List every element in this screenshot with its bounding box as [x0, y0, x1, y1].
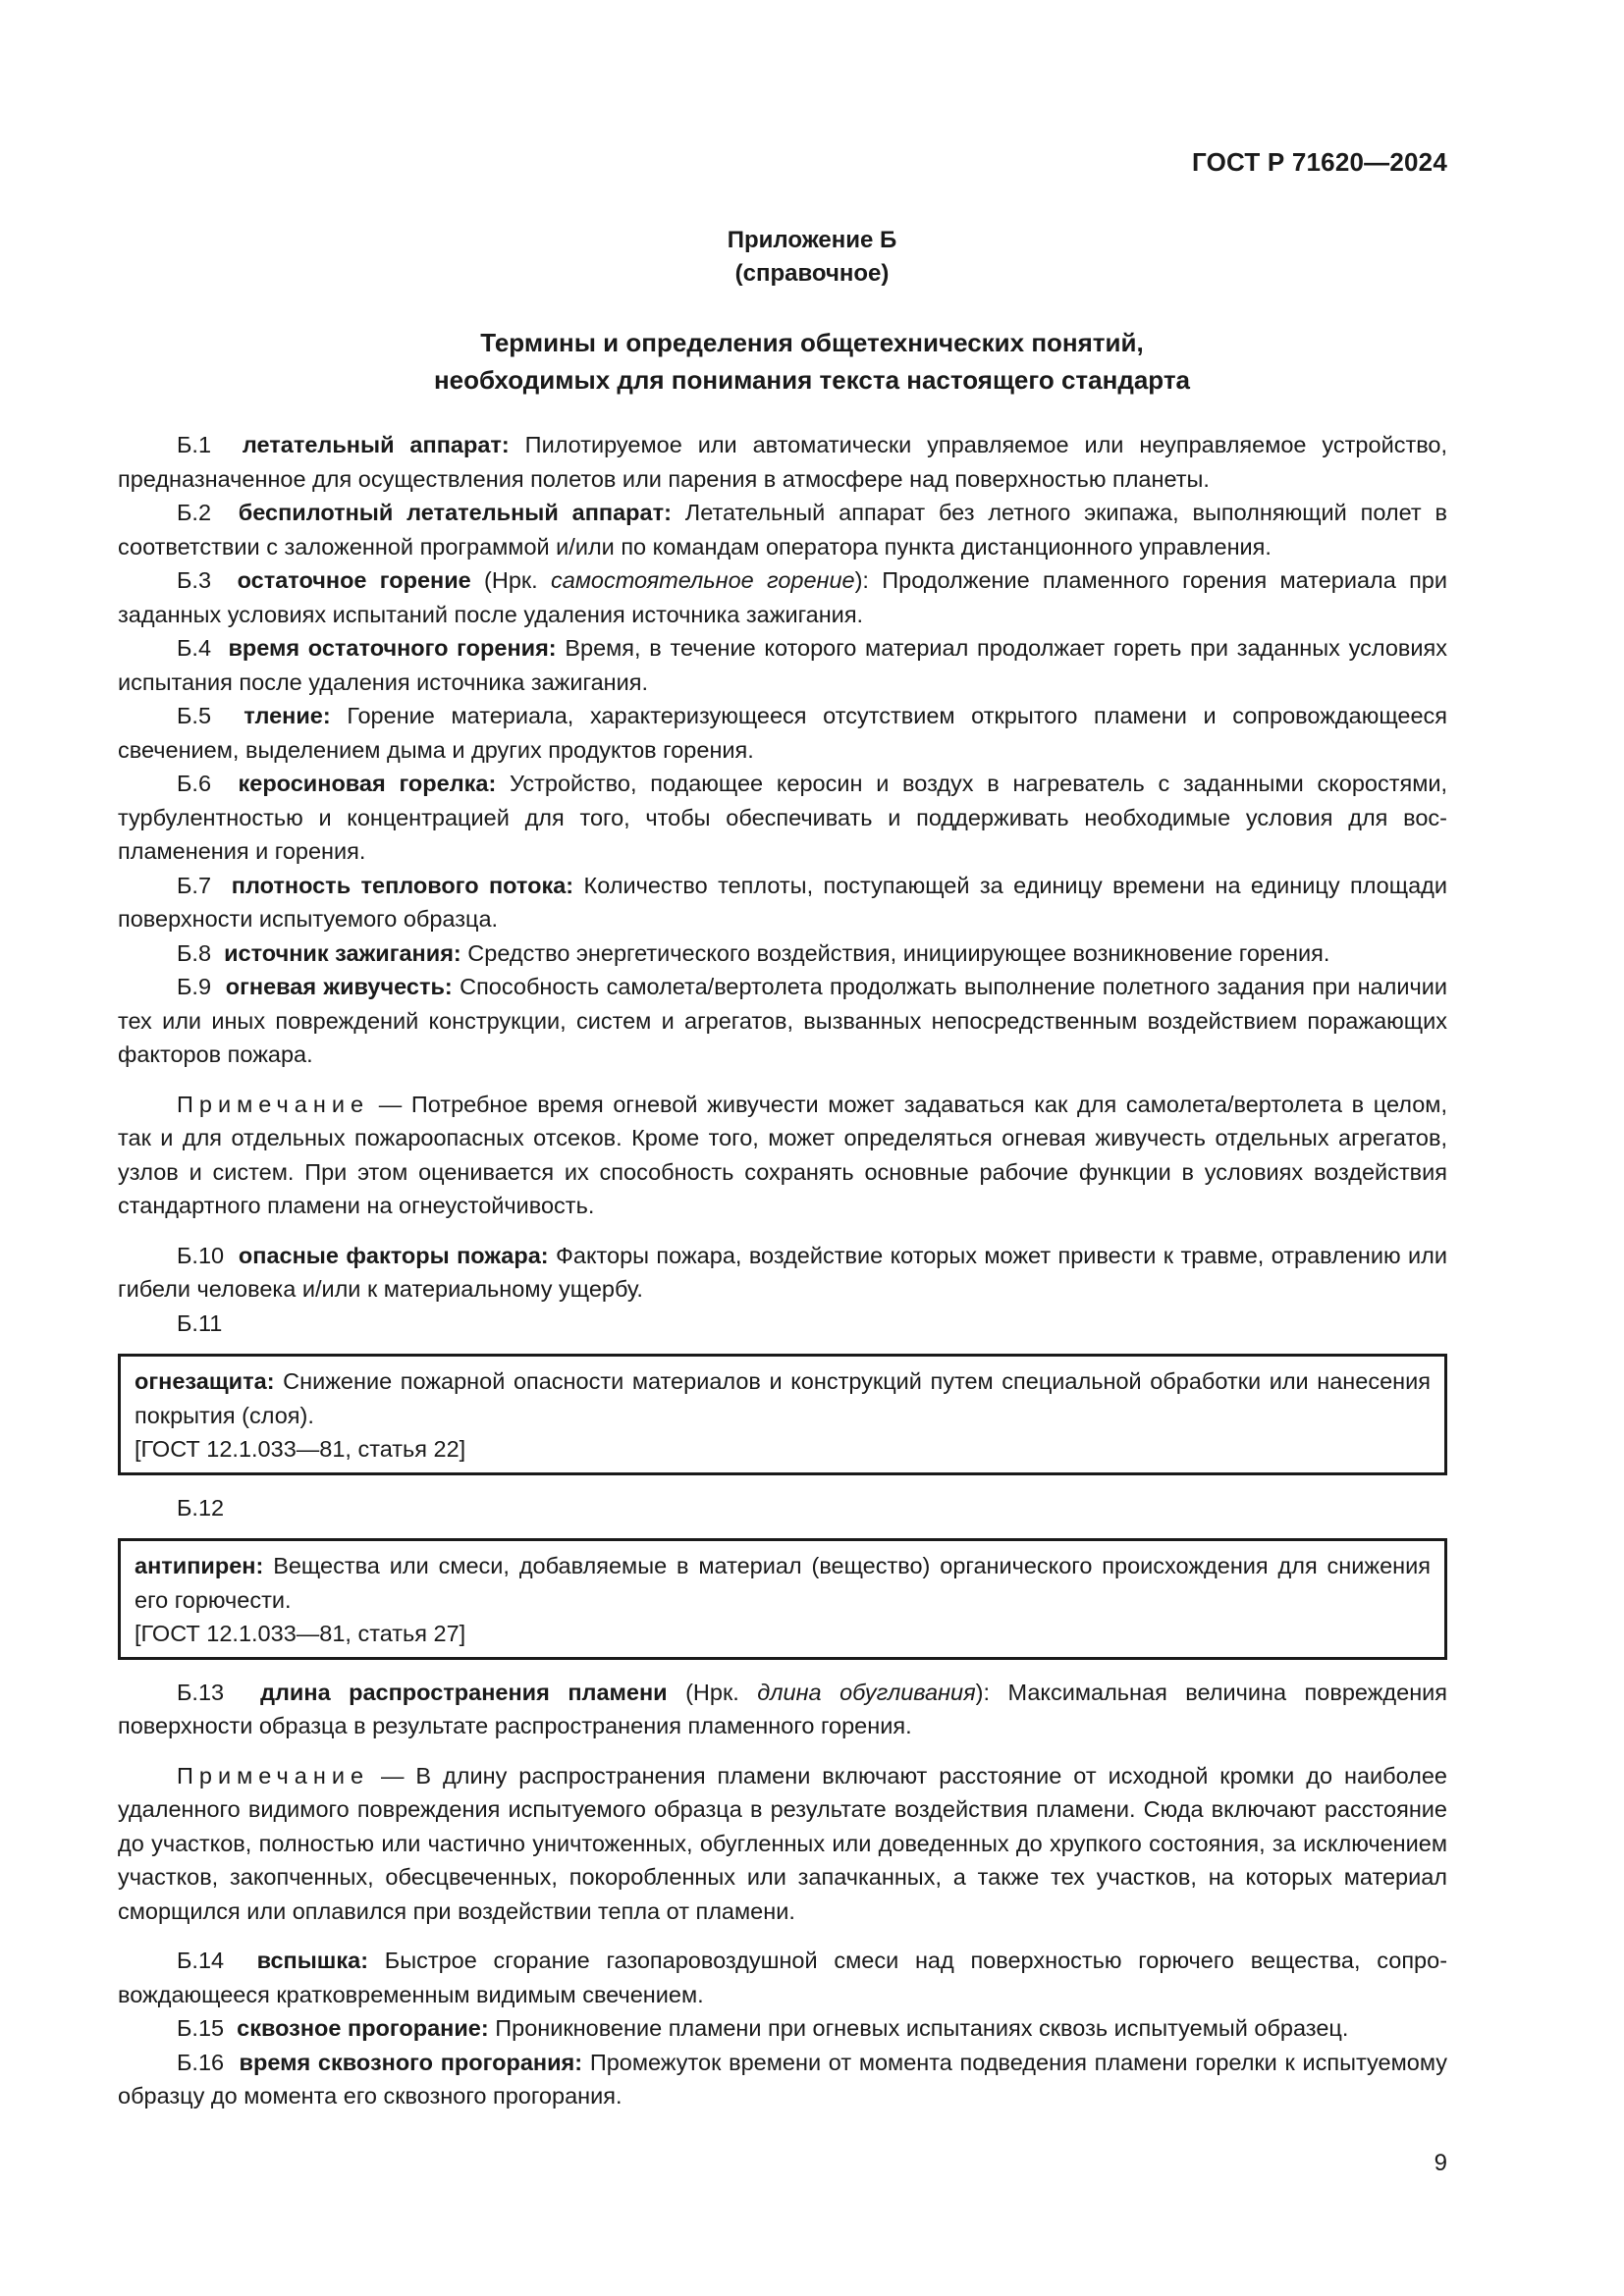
- quoted-term-box: [118, 1538, 1447, 1660]
- term-source: [ГОСТ 12.1.033—81, статья 27]: [135, 1621, 466, 1646]
- quoted-term-box: [118, 1354, 1447, 1475]
- term-entry: Б.3 остаточное горение (Нрк. самостоятельное горение): Продолжение пламенного горения материала при заданных условиях испытаний после удаления источника зажигания.: [118, 567, 1448, 627]
- term-definition: Максимальная величина повреждения поверхности образца в результате распространения пламенного горения.: [118, 1679, 1448, 1738]
- term-name: время сквозного прогорания:: [239, 2049, 583, 2075]
- term-definition: Проникновение пламени при огневых испытаниях сквозь испытуемый образец.: [495, 2015, 1349, 2041]
- term-entry: Б.7 плотность теплового потока: Количество теплоты, поступающей за единицу времени на единицу площади поверхности испытуемого образца.: [118, 872, 1447, 932]
- annex-title: Приложение Б: [727, 227, 897, 253]
- term-entry: Б.14 вспышка: Быстрое сгорание газопаровоздушной смеси над поверхностью горючего вещества, сопровождающееся кратковременным видимым свечением.: [118, 1948, 1448, 2007]
- page-number: 9: [1434, 2150, 1447, 2176]
- term-name: сквозное прогорание:: [237, 2015, 489, 2041]
- term-entry: Б.2 беспилотный летательный аппарат: Летательный аппарат без летного экипажа, выполняющий полет в соответствии с заложенной программой и/или по командам оператора пункта дистанционного управления.: [118, 500, 1448, 560]
- term-definition: Факторы пожара, воздействие которых может привести к травме, отравлению или гибели человека и/или к материальному ущербу.: [118, 1242, 1447, 1302]
- section-title: [0, 324, 1624, 399]
- deprecated-term: длина обугливания: [757, 1679, 976, 1705]
- annex-subtitle: (справочное): [734, 260, 890, 287]
- term-name: огневая живучесть:: [225, 974, 453, 999]
- term-entry: Б.8 источник зажигания: Средство энергетического воздействия, инициирующее возникновение горения.: [177, 939, 1330, 966]
- term-entry: Б.1 летательный аппарат: Пилотируемое или автоматически управляемое или неуправляемое устройство, предназначенное для осуществления полетов или парения в атмосфере над поверхностью планеты.: [118, 432, 1448, 492]
- annex-heading: [0, 224, 1624, 291]
- term-name: время остаточного горения:: [228, 635, 557, 661]
- note: [118, 1088, 1447, 1223]
- term-number: Б.12: [177, 1494, 225, 1521]
- term-definition: Промежуток времени от момента подведения пламени горелки к испытуемому образцу до момента его сквозного прогорания.: [118, 2049, 1448, 2109]
- term-entry: Б.6 керосиновая горелка: Устройство, подающее керосин и воздух в нагреватель с заданными скоростями, турбулентностью и концентрацией для того, чтобы обеспечивать и поддерживать необходимые условия для воспламенения и горения.: [118, 771, 1448, 864]
- term-definition: Горение материала, характеризующееся отсутствием открытого пламени и сопровождающееся свечением, выделением дыма и других продуктов горения.: [118, 703, 1448, 763]
- term-definition: Средство энергетического воздействия, инициирующее возникновение горения.: [467, 939, 1330, 966]
- term-entry: Б.13 длина распространения пламени (Нрк. длина обугливания): Максимальная величина повреждения поверхности образца в результате распространения пламенного горения.: [118, 1679, 1448, 1738]
- term-entry: Б.15 сквозное прогорание: Проникновение пламени при огневых испытаниях сквозь испытуемый образец.: [177, 2015, 1349, 2041]
- deprecated-term: самостоятельное горение: [551, 567, 855, 593]
- term-definition: Время, в течение которого материал продолжает гореть при заданных условиях испытания после удаления источника зажигания.: [118, 635, 1447, 695]
- note-label: Примечание: [177, 1762, 370, 1789]
- term-definition: Продолжение пламенного горения материала при заданных условиях испытаний после удаления источника зажигания.: [118, 567, 1448, 627]
- term-definition: Вещества или смеси, добавляемые в материал (вещество) органического происхождения для снижения его горючести.: [135, 1553, 1432, 1613]
- term-entry: [135, 1364, 1431, 1432]
- document-body: [118, 428, 1447, 2113]
- term-entry: Б.10 опасные факторы пожара: Факторы пожара, воздействие которых может привести к травме, отравлению или гибели человека и/или к материальному ущербу.: [118, 1242, 1447, 1302]
- term-entry: Б.4 время остаточного горения: Время, в течение которого материал продолжает гореть при заданных условиях испытания после удаления источника зажигания.: [118, 635, 1447, 695]
- term-name: вспышка:: [256, 1948, 369, 1973]
- note-text: — Потребное время огневой живучести может задаваться как для самолета/вертолета в целом, так и для отдельных пожароопасных отсеков. Кроме того, может определяться огневая живучесть отдельных агрегатов, узлов и систем. При этом оценивается их способность сохранять основные рабочие функции в условиях воздействия стандартного пламени на огнеустойчивость.: [118, 1091, 1447, 1218]
- term-definition: Пилотируемое или автоматически управляемое или неуправляемое устройство, предназначенное для осуществления полетов или парения в атмосфере над поверхностью планеты.: [118, 432, 1448, 492]
- note: [118, 1759, 1447, 1929]
- term-name: тление:: [244, 703, 331, 728]
- term-number: Б.11: [177, 1309, 223, 1336]
- term-entry: Б.16 время сквозного прогорания: Промежуток времени от момента подведения пламени горелки к испытуемому образцу до момента его сквозного прогорания.: [118, 2049, 1448, 2109]
- term-name: источник зажигания:: [224, 939, 461, 966]
- term-definition: Снижение пожарной опасности материалов и конструкций путем специальной обработки или нанесения покрытия (слоя).: [135, 1368, 1432, 1428]
- term-name: остаточное горение: [237, 567, 471, 593]
- note-label: Примечание: [177, 1091, 370, 1117]
- document-code: ГОСТ Р 71620—2024: [1192, 147, 1447, 177]
- section-title-line1: Термины и определения общетехнических понятий,: [480, 328, 1144, 357]
- term-definition: Быстрое сгорание газопаровоздушной смеси над поверхностью горючего вещества, сопровождающееся кратковременным видимым свечением.: [118, 1948, 1448, 2007]
- term-name: керосиновая горелка:: [238, 771, 497, 796]
- term-definition: Способность самолета/вертолета продолжать выполнение полетного задания при наличии тех или иных повреждений конструкции, систем и агрегатов, вызванных непосредственным воздействием поражающих факторов пожара.: [118, 974, 1447, 1067]
- term-entry: Б.9 огневая живучесть: Способность самолета/вертолета продолжать выполнение полетного задания при наличии тех или иных повреждений конструкции, систем и агрегатов, вызванных непосредственным воздействием поражающих факторов пожара.: [118, 974, 1447, 1067]
- term-name: опасные факторы пожара:: [238, 1242, 549, 1268]
- term-name: летательный аппарат:: [242, 432, 510, 457]
- term-name: огнезащита:: [135, 1368, 275, 1394]
- term-source: [ГОСТ 12.1.033—81, статья 22]: [135, 1436, 466, 1462]
- term-definition: Количество теплоты, поступающей за единицу времени на единицу площади поверхности испытуемого образца.: [118, 872, 1447, 932]
- term-name: антипирен:: [135, 1553, 264, 1578]
- term-entry: [135, 1549, 1431, 1617]
- term-definition: Летательный аппарат без летного экипажа, выполняющий полет в соответствии с заложенной программой и/или по командам оператора пункта дистанционного управления.: [118, 500, 1448, 560]
- term-definition: Устройство, подающее керосин и воздух в нагреватель с заданными скоростями, турбулентностью и концентрацией для того, чтобы обеспечивать и поддерживать необходимые условия для воспламенения и горения.: [118, 771, 1448, 864]
- term-entry: Б.5 тление: Горение материала, характеризующееся отсутствием открытого пламени и сопровождающееся свечением, выделением дыма и других продуктов горения.: [118, 703, 1448, 763]
- term-name: беспилотный летательный аппарат:: [238, 500, 672, 525]
- section-title-line2: необходимых для понимания текста настоящего стандарта: [433, 365, 1191, 395]
- term-name: длина распространения пламени: [260, 1679, 668, 1705]
- note-text: — В длину распространения пламени включают расстояние от исходной кромки до наиболее удаленного видимого повреждения испытуемого образца в результате воздействия пламени. Сюда включают расстояние до участков, полностью или частично уничтоженных, обугленных или доведенных до хрупкого состояния, за исключением участков, закопченных, обесцвеченных, покоробленных или запачканных, а также тех участков, на которых материал сморщился или оплавился при воздействии тепла от пламени.: [118, 1762, 1448, 1924]
- term-name: плотность теплового потока:: [231, 872, 574, 898]
